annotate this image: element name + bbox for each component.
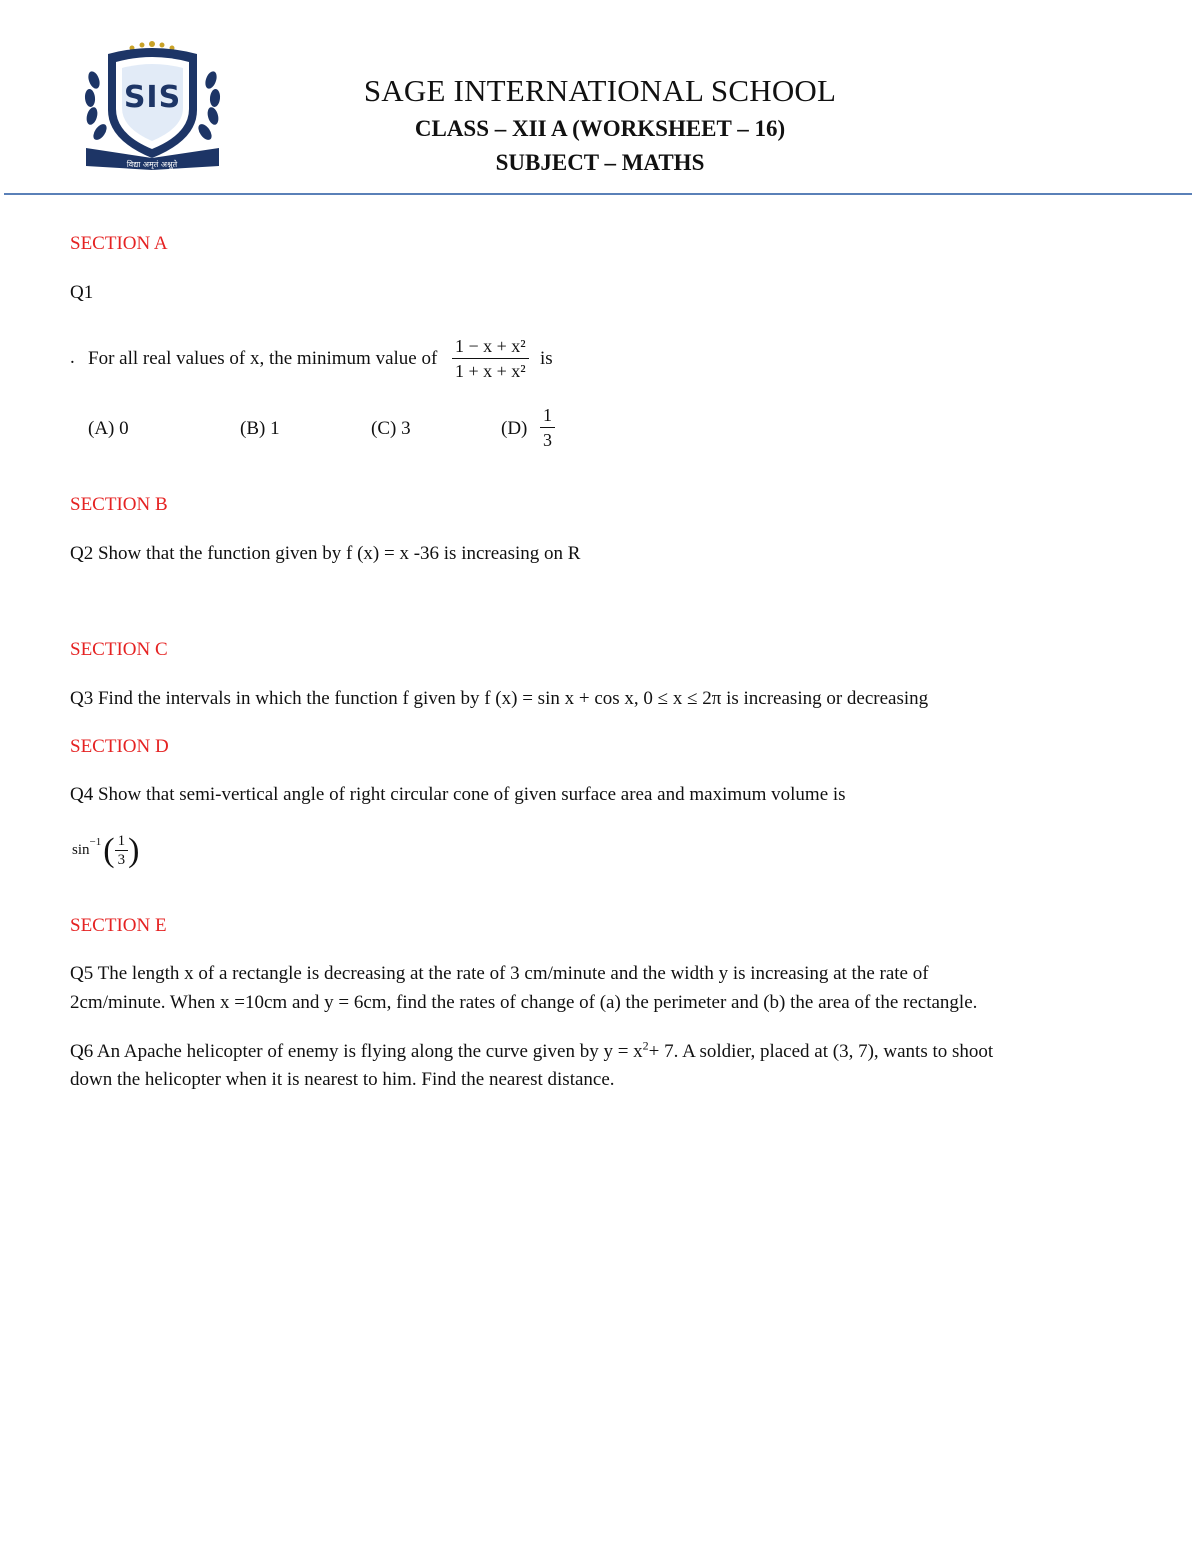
section-d-heading: SECTION D bbox=[70, 736, 169, 757]
q5-line1: Q5 The length x of a rectangle is decreasing at the rate of 3 cm/minute and the width y is increasing at the rate of bbox=[70, 963, 929, 984]
q4-func: sin bbox=[72, 842, 90, 858]
section-b-heading: SECTION B bbox=[70, 494, 168, 515]
q1-label: Q1 bbox=[70, 282, 94, 303]
q5-line2: 2cm/minute. When x =10cm and y = 6cm, find the rates of change of (a) the perimeter and (b) the area of the rectangle. bbox=[70, 992, 978, 1013]
q4-left-paren: ( bbox=[103, 831, 115, 869]
section-e-heading: SECTION E bbox=[70, 915, 167, 936]
q6-line1 bbox=[70, 1038, 994, 1063]
document-header bbox=[250, 72, 950, 178]
q1-dot: . bbox=[70, 347, 75, 368]
q1-option-d-num: 1 bbox=[540, 403, 555, 428]
q6-part1: Q6 An Apache helicopter of enemy is flying along the curve given by y = x bbox=[70, 1041, 643, 1062]
q1-option-a: (A) 0 bbox=[88, 418, 129, 439]
school-logo bbox=[80, 40, 225, 170]
q1-option-d-den: 3 bbox=[543, 430, 552, 450]
q1-option-c: (C) 3 bbox=[371, 418, 411, 439]
q4-den: 3 bbox=[117, 852, 126, 868]
school-name: SAGE INTERNATIONAL SCHOOL bbox=[363, 73, 837, 108]
q1-text: For all real values of x, the minimum value of bbox=[88, 348, 438, 369]
section-c-heading: SECTION C bbox=[70, 639, 168, 660]
q1-denominator: 1 + x + x² bbox=[455, 361, 526, 381]
q1-fraction bbox=[452, 334, 529, 383]
q6-superscript: 2 bbox=[642, 1038, 649, 1053]
q6-part2: + 7. A soldier, placed at (3, 7), wants to shoot bbox=[648, 1041, 994, 1062]
header-divider bbox=[4, 193, 1192, 195]
q1-option-d-label: (D) bbox=[501, 418, 528, 439]
q2-text: Q2 Show that the function given by f (x) = x -36 is increasing on R bbox=[70, 543, 581, 564]
section-a-heading: SECTION A bbox=[70, 233, 168, 254]
q4-fraction bbox=[115, 832, 129, 869]
q1-option-b: (B) 1 bbox=[240, 418, 280, 439]
q1-option-d-fraction bbox=[540, 403, 555, 452]
q4-text: Q4 Show that semi-vertical angle of right circular cone of given surface area and maximum volume is bbox=[70, 784, 846, 805]
q3-text: Q3 Find the intervals in which the function f given by f (x) = sin x + cos x, 0 ≤ x ≤ 2π is increasing or decreasing bbox=[70, 688, 929, 709]
q4-num: 1 bbox=[115, 832, 129, 851]
q4-right-paren: ) bbox=[128, 831, 140, 869]
logo-letters: SIS bbox=[123, 80, 182, 115]
class-line: CLASS – XII A (WORKSHEET – 16) bbox=[414, 116, 786, 141]
q1-numerator: 1 − x + x² bbox=[452, 334, 529, 359]
q4-answer bbox=[72, 832, 139, 869]
q4-exp: −1 bbox=[89, 835, 102, 848]
subject-line: SUBJECT – MATHS bbox=[495, 150, 705, 175]
logo-motto: विद्या अमृतं अश्नुते bbox=[126, 160, 178, 169]
q1-is: is bbox=[540, 348, 553, 369]
q6-line2: down the helicopter when it is nearest to him. Find the nearest distance. bbox=[70, 1069, 615, 1090]
